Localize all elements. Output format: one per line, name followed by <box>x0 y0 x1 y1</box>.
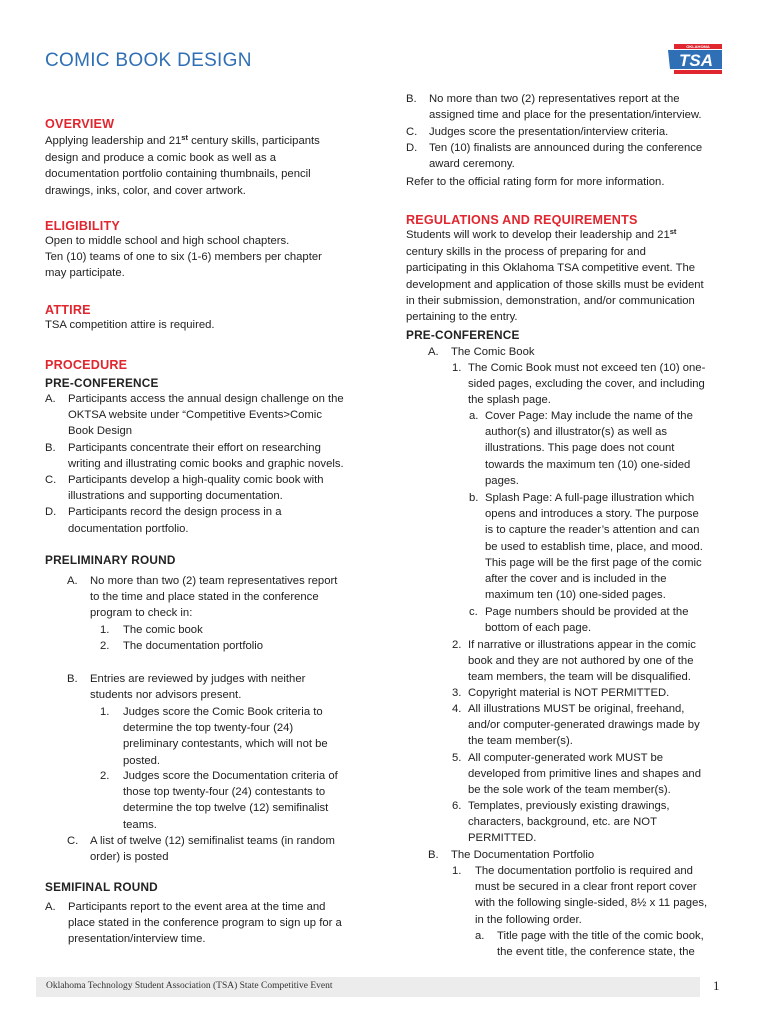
list-line: Participants report to the event area at the time and <box>68 901 326 913</box>
list-line: Page numbers should be provided at the <box>485 606 689 618</box>
list-line: opens and introduces a story. The purpose <box>485 508 699 521</box>
list-line: illustrations. This page does not count <box>485 442 675 455</box>
overview-line1b: century skills, participants <box>187 135 320 147</box>
list-line: Participants concentrate their effort on researching <box>68 441 321 454</box>
list-line: bottom of each page. <box>485 622 592 635</box>
regulations-text <box>406 227 736 325</box>
rc-item-a4 <box>452 701 732 750</box>
procedure-heading: PROCEDURE <box>45 358 128 372</box>
rc-item-a <box>428 344 728 360</box>
list-line: book and they are not authored by one of the <box>468 655 694 668</box>
list-line: This page will be the first page of the comic <box>485 556 702 569</box>
list-marker: C. <box>45 474 57 487</box>
reg-sup: st <box>669 227 677 236</box>
list-line: All illustrations MUST be original, freehand, <box>468 703 685 715</box>
list-line: Templates, previously existing drawings, <box>468 800 670 812</box>
list-marker: 5. <box>452 752 462 764</box>
list-line: the event title, the conference state, the <box>497 946 695 959</box>
overview-line3: documentation portfolio containing thumbnails, pencil <box>45 168 311 181</box>
page-number: 1 <box>713 978 720 993</box>
list-line: Participants develop a high-quality comic book with <box>68 474 324 487</box>
rc-item-a3 <box>452 685 732 701</box>
list-line: sided pages, excluding the cover, and including <box>468 378 705 391</box>
right-pre-conference-heading: PRE-CONFERENCE <box>406 328 520 342</box>
rc-item-a1a <box>469 408 729 489</box>
list-marker: C. <box>67 835 79 847</box>
list-line: preliminary contestants, which will not be <box>123 738 328 751</box>
svg-text:OKLAHOMA: OKLAHOMA <box>686 44 710 50</box>
list-line: A list of twelve (12) semifinalist teams (in random <box>90 835 335 847</box>
list-marker: C. <box>406 126 418 138</box>
rc-item-b1 <box>452 863 737 928</box>
semi-item-a <box>45 899 375 948</box>
semi-item-c <box>406 124 728 140</box>
list-line: determine the top twelve (12) semifinalist <box>123 802 329 815</box>
list-line: be the sole work of the team member(s). <box>468 784 671 797</box>
prelim-item-b1 <box>100 704 380 769</box>
list-line: Splash Page: A full-page illustration which <box>485 492 695 504</box>
semifinal-round-heading: SEMIFINAL ROUND <box>45 880 158 894</box>
rc-item-b1a <box>475 928 737 960</box>
pre-conference-heading: PRE-CONFERENCE <box>45 376 159 390</box>
list-marker: B. <box>428 849 439 861</box>
list-line: writing and illustrating comic books and graphic novels. <box>68 457 344 470</box>
reg-line6: pertaining to the entry. <box>406 311 518 324</box>
rc-item-a1b <box>469 490 729 603</box>
list-line: order) is posted <box>90 851 169 864</box>
list-line: those top twenty-four (24) contestants to <box>123 786 326 799</box>
page-title: COMIC BOOK DESIGN <box>45 50 252 71</box>
list-marker: A. <box>428 346 439 358</box>
rc-item-a6 <box>452 798 732 847</box>
rc-item-a2 <box>452 637 732 686</box>
list-marker: D. <box>45 506 57 519</box>
refer-text: Refer to the official rating form for more information. <box>406 176 665 188</box>
list-line: Judges score the Documentation criteria of <box>123 770 338 782</box>
list-line: Book Design <box>68 425 133 438</box>
list-marker: b. <box>469 492 479 504</box>
reg-line2: century skills in the process of preparing for and <box>406 246 646 259</box>
list-line: The documentation portfolio <box>123 640 264 652</box>
list-line: posted. <box>123 754 161 767</box>
list-line: the splash page. <box>468 394 551 407</box>
list-line: author(s) and illustrator(s) as well as <box>485 426 668 439</box>
list-line: developed from primitive lines and shapes and <box>468 768 701 781</box>
attire-text: TSA competition attire is required. <box>45 319 215 331</box>
list-line: characters, background, etc. are NOT <box>468 816 657 829</box>
reg-line1: Students will work to develop their leadership and 21 <box>406 229 670 241</box>
list-line: Copyright material is NOT PERMITTED. <box>468 687 670 699</box>
list-line: teams. <box>123 818 157 831</box>
list-line: assigned time and place for the presentation/interview. <box>429 109 702 122</box>
list-line: The comic book <box>123 624 203 636</box>
list-line: pages. <box>485 474 519 487</box>
list-line: No more than two (2) representatives report at the <box>429 93 680 105</box>
eligibility-text <box>45 233 375 282</box>
list-line: Participants access the annual design challenge on the <box>68 393 344 405</box>
list-line: OKTSA website under “Competitive Events>Comic <box>68 409 322 422</box>
semi-item-d <box>406 140 728 172</box>
list-line: presentation/interview time. <box>68 933 206 946</box>
svg-text:TSA: TSA <box>679 51 713 70</box>
rc-item-a1 <box>452 360 732 409</box>
rc-item-a1c <box>469 604 729 636</box>
list-line: place stated in the conference program to sign up for a <box>68 917 342 930</box>
eligibility-heading: ELIGIBILITY <box>45 219 120 233</box>
list-marker: 1. <box>100 624 110 636</box>
overview-heading: OVERVIEW <box>45 117 115 131</box>
reg-line4: development and application of those skills must be evident <box>406 278 704 291</box>
list-line: in the following order. <box>475 913 582 926</box>
list-marker: 4. <box>452 703 462 715</box>
overview-line1a: Applying leadership and 21 <box>45 135 182 147</box>
list-line: Ten (10) finalists are announced during the conference <box>429 142 703 154</box>
list-marker: a. <box>475 930 485 942</box>
list-line: team members, the team will be disqualified. <box>468 671 691 684</box>
prelim-item-a2 <box>100 638 380 654</box>
prelim-item-b2 <box>100 768 380 833</box>
overview-sup: st <box>181 133 188 142</box>
list-marker: 2. <box>452 639 462 651</box>
pre-conference-list <box>45 391 375 537</box>
attire-heading: ATTIRE <box>45 303 91 317</box>
list-line: If narrative or illustrations appear in the comic <box>468 639 696 651</box>
list-marker: B. <box>67 673 78 685</box>
footer-text: Oklahoma Technology Student Association (TSA) State Competitive Event <box>46 981 333 991</box>
reg-line3: participating in this Oklahoma TSA competitive event. The <box>406 262 696 275</box>
list-marker: 1. <box>452 865 462 877</box>
tsa-logo <box>668 44 722 76</box>
list-line: and/or computer-generated drawings made by <box>468 719 700 732</box>
list-line: The Documentation Portfolio <box>451 849 595 861</box>
pre-conference-item <box>45 504 375 536</box>
preliminary-round-heading: PRELIMINARY ROUND <box>45 553 176 567</box>
list-line: to the time and place stated in the conference <box>90 591 319 604</box>
list-line: illustrations and supporting documentation. <box>68 490 283 503</box>
list-line: with the following single-sided, 8½ x 11 pages, <box>475 897 708 910</box>
list-line: The Comic Book must not exceed ten (10) one- <box>468 362 706 374</box>
semi-item-b <box>406 91 728 123</box>
list-marker: 1. <box>452 362 462 374</box>
list-line: program to check in: <box>90 607 193 620</box>
prelim-item-a1 <box>100 622 380 638</box>
list-line: must be secured in a clear front report cover <box>475 881 697 894</box>
list-marker: 2. <box>100 640 110 652</box>
list-marker: a. <box>469 410 479 422</box>
list-marker: A. <box>45 901 56 913</box>
list-line: The Comic Book <box>451 346 535 358</box>
prelim-item-a <box>67 573 377 622</box>
list-line: No more than two (2) team representatives report <box>90 575 338 587</box>
list-line: Participants record the design process in a <box>68 506 282 519</box>
list-marker: A. <box>45 393 56 405</box>
overview-text <box>45 133 375 199</box>
list-line: the team member(s). <box>468 735 573 748</box>
pre-conference-item <box>45 391 375 440</box>
list-marker: c. <box>469 606 478 618</box>
reg-line5: in their submission, demonstration, and/or communication <box>406 294 695 307</box>
prelim-item-b <box>67 671 377 703</box>
list-line: be used to establish time, place, and mood. <box>485 540 703 553</box>
list-marker: A. <box>67 575 78 587</box>
list-marker: 1. <box>100 706 110 718</box>
list-line: students nor advisors present. <box>90 689 242 702</box>
list-line: Judges score the presentation/interview criteria. <box>429 126 669 138</box>
list-line: towards the maximum ten (10) one-sided <box>485 458 691 471</box>
prelim-item-c <box>67 833 377 865</box>
list-line: All computer-generated work MUST be <box>468 752 664 764</box>
list-line: award ceremony. <box>429 158 515 171</box>
list-marker: 3. <box>452 687 462 699</box>
list-marker: 2. <box>100 770 110 782</box>
overview-line2: design and produce a comic book as well as a <box>45 152 277 165</box>
list-line: maximum ten (10) one-sided pages. <box>485 589 666 602</box>
eligibility-line1: Open to middle school and high school chapters. <box>45 235 290 247</box>
list-marker: B. <box>406 93 417 105</box>
list-line: Entries are reviewed by judges with neither <box>90 673 306 685</box>
list-marker: 6. <box>452 800 462 812</box>
pre-conference-item <box>45 472 375 504</box>
list-marker: D. <box>406 142 418 154</box>
list-line: Cover Page: May include the name of the <box>485 410 693 422</box>
list-line: determine the top twenty-four (24) <box>123 722 294 735</box>
eligibility-line3: may participate. <box>45 267 125 280</box>
list-line: is to capture the reader’s attention and can <box>485 524 700 537</box>
rc-item-b <box>428 847 728 863</box>
list-line: Judges score the Comic Book criteria to <box>123 706 323 718</box>
list-line: PERMITTED. <box>468 832 537 845</box>
list-line: after the cover and is included in the <box>485 573 667 586</box>
list-line: documentation portfolio. <box>68 522 189 535</box>
regulations-heading: REGULATIONS AND REQUIREMENTS <box>406 213 638 227</box>
list-marker: B. <box>45 441 56 454</box>
eligibility-line2: Ten (10) teams of one to six (1-6) members per chapter <box>45 251 322 264</box>
rc-item-a5 <box>452 750 732 799</box>
list-line: The documentation portfolio is required and <box>475 865 693 877</box>
pre-conference-item <box>45 440 375 472</box>
list-line: Title page with the title of the comic book, <box>497 930 704 942</box>
overview-line4: drawings, inks, color, and cover artwork. <box>45 184 246 197</box>
